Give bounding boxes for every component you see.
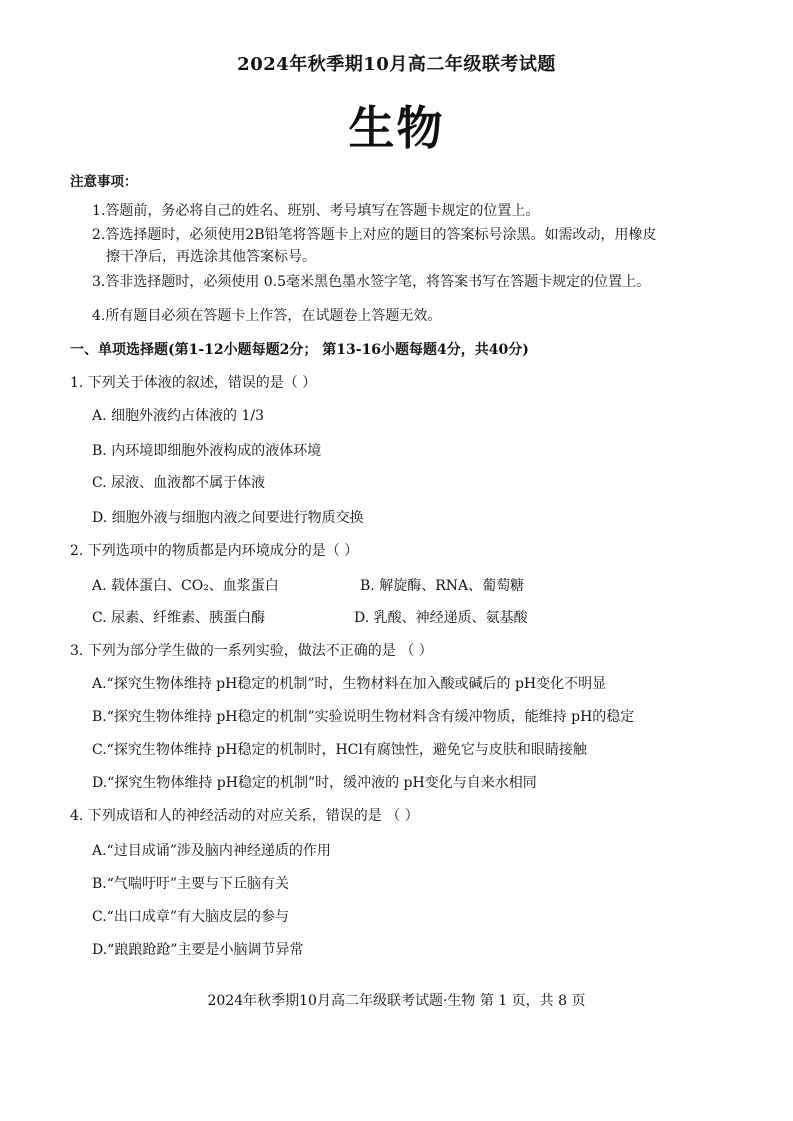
note-text: 2.答选择题时，必须使用2B铅笔将答题卡上对应的题目的答案标号涂黑。如需改动，用橡皮 — [92, 227, 657, 243]
question-stem: 4. 下列成语和人的神经活动的对应关系，错误的是 （ ） — [70, 808, 419, 824]
question-option: B. 内环境即细胞外液构成的液体环境 — [92, 443, 322, 459]
notes-heading: 注意事项： — [70, 174, 138, 190]
note-item — [92, 200, 732, 222]
question-option: C.“出口成章”有大脑皮层的参与 — [92, 909, 289, 925]
note-item — [92, 224, 732, 268]
question-option: D.“踉踉跄跄”主要是小脑调节异常 — [92, 942, 304, 958]
question-option: B.“探究生物体维持 pH稳定的机制”实验说明生物材料含有缓冲物质，能维持 pH的稳定 — [92, 709, 635, 725]
question-option: A.“探究生物体维持 pH稳定的机制”时，生物材料在加入酸或碱后的 pH变化不明显 — [92, 676, 607, 692]
question-stem: 3. 下列为部分学生做的一系列实验，做法不正确的是 （ ） — [70, 643, 433, 659]
question-option: B.“气喘吁吁”主要与下丘脑有关 — [92, 876, 290, 892]
note-text: 4.所有题目必须在答题卡上作答，在试题卷上答题无效。 — [92, 308, 442, 324]
question-option: C. 尿素、纤维素、胰蛋白酶 — [92, 610, 266, 626]
question-option: D. 细胞外液与细胞内液之间要进行物质交换 — [92, 510, 364, 526]
question-option: D. 乳酸、神经递质、氨基酸 — [354, 610, 528, 626]
question-option: A. 细胞外液约占体液的 1/3 — [92, 408, 264, 424]
section-heading: 一、单项选择题(第1-12小题每题2分； 第13-16小题每题4分，共40分) — [70, 342, 529, 358]
note-item — [92, 271, 732, 293]
question-option: C.“探究生物体维持 pH稳定的机制时，HCl有腐蚀性，避免它与皮肤和眼睛接触 — [92, 742, 587, 758]
question-stem: 2. 下列选项中的物质都是内环境成分的是（ ） — [70, 543, 359, 559]
question-option: B. 解旋酶、RNA、葡萄糖 — [360, 578, 525, 594]
question-option: A.“过目成诵”涉及脑内神经递质的作用 — [92, 843, 331, 859]
note-text: 3.答非选择题时，必须使用 0.5毫米黑色墨水签字笔，将答案书写在答题卡规定的位置上。 — [92, 274, 651, 290]
question-stem: 1. 下列关于体液的叙述，错误的是（ ） — [70, 375, 317, 391]
exam-title: 2024年秋季期10月高二年级联考试题 — [237, 54, 556, 75]
question-option: D.“探究生物体维持 pH稳定的机制”时，缓冲液的 pH变化与自来水相同 — [92, 775, 537, 791]
question-option: C. 尿液、血液都不属于体液 — [92, 475, 266, 491]
note-text-continuation: 擦干净后，再选涂其他答案标号。 — [106, 249, 316, 265]
note-item — [92, 305, 732, 327]
question-option: A. 载体蛋白、CO₂、血浆蛋白 — [92, 578, 279, 594]
page-footer: 2024年秋季期10月高二年级联考试题·生物 第 1 页，共 8 页 — [207, 993, 586, 1009]
note-text: 1.答题前，务必将自己的姓名、班别、考号填写在答题卡规定的位置上。 — [92, 203, 540, 219]
subject-title: 生物 — [348, 101, 445, 155]
